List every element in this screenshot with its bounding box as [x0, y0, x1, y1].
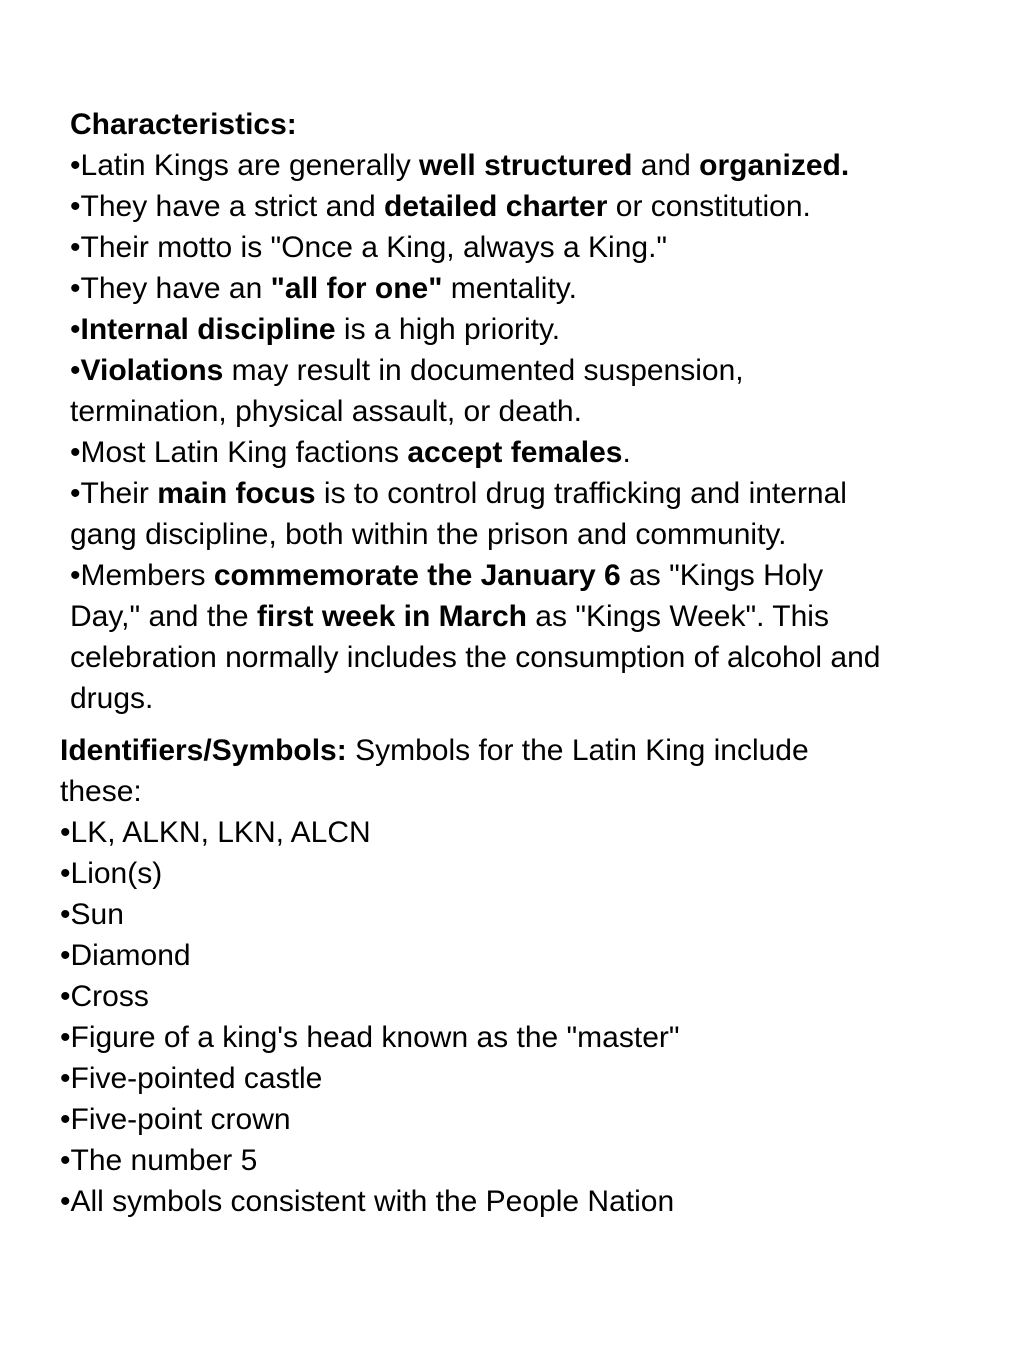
bullet-emphasis: Violations	[80, 354, 224, 387]
bullet-emphasis: first week in March	[256, 600, 527, 633]
bullet-text: celebration normally includes the consumption of alcohol and	[70, 641, 881, 674]
bullet-discipline	[70, 309, 1010, 350]
bullet-text: •Most Latin King factions	[70, 436, 408, 469]
bullet-text: •They have a strict and	[70, 190, 384, 223]
bullet-emphasis: "all for one"	[270, 272, 443, 305]
identifiers-intro-continued	[60, 771, 1000, 812]
intro-text: these:	[60, 775, 142, 808]
bullet-charter	[70, 186, 1010, 227]
bullet-emphasis: detailed charter	[384, 190, 608, 223]
bullet-text: as "Kings Week". This	[526, 600, 829, 633]
symbol-item: •Lion(s)	[60, 857, 163, 890]
bullet-text: •Members	[70, 559, 214, 592]
symbol-item: •Diamond	[60, 939, 191, 972]
symbol-item: •Sun	[60, 898, 124, 931]
bullet-commemorate	[70, 555, 1010, 596]
bullet-violations	[70, 350, 1010, 391]
bullet-commemorate-continued	[70, 596, 1010, 637]
bullet-emphasis: well structured	[419, 149, 633, 182]
bullet-text: •They have an	[70, 272, 271, 305]
bullet-text: .	[622, 436, 631, 469]
characteristics-heading: Characteristics:	[70, 108, 297, 141]
bullet-text: is to control drug trafficking and internal	[315, 477, 847, 510]
symbol-item: •Five-pointed castle	[60, 1062, 323, 1095]
bullet-focus-continued	[70, 514, 1010, 555]
bullet-text: •	[70, 354, 81, 387]
bullet-text: termination, physical assault, or death.	[70, 395, 582, 428]
bullet-violations-continued	[70, 391, 1010, 432]
bullet-text: •Latin Kings are generally	[70, 149, 420, 182]
bullet-text: or constitution.	[607, 190, 811, 223]
bullet-commemorate-continued	[70, 678, 1010, 719]
bullet-focus	[70, 473, 1010, 514]
bullet-commemorate-continued	[70, 637, 1010, 678]
bullet-text: •Their motto is "Once a King, always a King."	[70, 231, 668, 264]
characteristics-heading-line	[70, 104, 1010, 145]
bullet-emphasis: organized.	[699, 149, 850, 182]
identifiers-intro	[60, 730, 1000, 771]
bullet-emphasis: Internal discipline	[80, 313, 336, 346]
bullet-text: drugs.	[70, 682, 154, 715]
symbol-item: •LK, ALKN, LKN, ALCN	[60, 816, 371, 849]
bullet-females	[70, 432, 1010, 473]
symbol-item: •The number 5	[60, 1144, 258, 1177]
bullet-emphasis: commemorate the January 6	[213, 559, 621, 592]
intro-text: Symbols for the Latin King include	[346, 734, 809, 767]
characteristics-section	[70, 104, 1010, 719]
bullet-text: mentality.	[442, 272, 577, 305]
symbol-item: •All symbols consistent with the People Nation	[60, 1185, 675, 1218]
bullet-emphasis: accept females	[407, 436, 623, 469]
bullet-emphasis: main focus	[157, 477, 316, 510]
bullet-text: •Their	[70, 477, 158, 510]
bullet-mentality	[70, 268, 1010, 309]
bullet-text: as "Kings Holy	[620, 559, 824, 592]
bullet-text: Day," and the	[70, 600, 257, 633]
symbol-item: •Five-point crown	[60, 1103, 291, 1136]
symbol-item: •Cross	[60, 980, 149, 1013]
bullet-structure	[70, 145, 1010, 186]
bullet-motto	[70, 227, 1010, 268]
identifiers-section	[60, 730, 1000, 1222]
bullet-text: and	[632, 149, 700, 182]
identifiers-heading: Identifiers/Symbols:	[60, 734, 347, 767]
bullet-text: is a high priority.	[335, 313, 561, 346]
bullet-text: may result in documented suspension,	[223, 354, 744, 387]
symbol-item: •Figure of a king's head known as the "master"	[60, 1021, 680, 1054]
bullet-text: gang discipline, both within the prison and community.	[70, 518, 787, 551]
bullet-text: •	[70, 313, 81, 346]
